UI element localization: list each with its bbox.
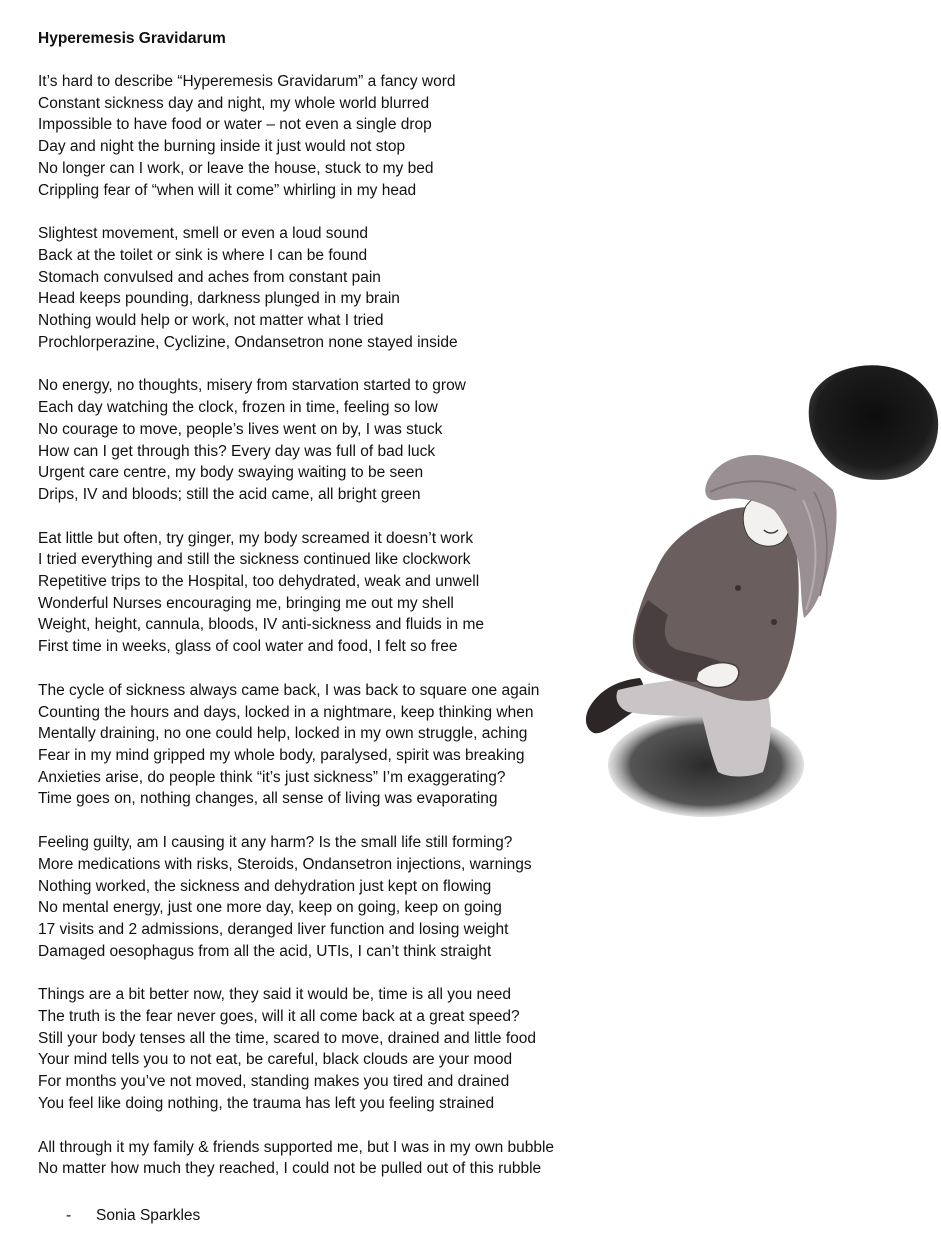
stanza-2 [38, 223, 598, 353]
poem-line: Urgent care centre, my body swaying waiting to be seen [38, 464, 424, 482]
poem-line: No energy, no thoughts, misery from starvation started to grow [38, 377, 466, 395]
poem-line: Stomach convulsed and aches from constant pain [38, 268, 381, 286]
kneeling-woman-dark-cloud-icon [578, 360, 940, 830]
poem-line: No courage to move, people’s lives went on by, I was stuck [38, 420, 443, 438]
poem-line: Drips, IV and bloods; still the acid came, all bright green [38, 485, 421, 503]
poem-line: Crippling fear of “when will it come” whirling in my head [38, 181, 417, 199]
poem-line: Impossible to have food or water – not even a single drop [38, 116, 432, 134]
poem-line: Constant sickness day and night, my whole world blurred [38, 94, 430, 112]
poem-line: 17 visits and 2 admissions, deranged liver function and losing weight [38, 920, 509, 938]
poem-line: It’s hard to describe “Hyperemesis Gravidarum” a fancy word [38, 73, 456, 90]
coat-button [735, 585, 741, 591]
poem-line: Eat little but often, try ginger, my body screamed it doesn’t work [38, 529, 474, 547]
poem-line: First time in weeks, glass of cool water and food, I felt so free [38, 638, 458, 656]
poem-line: Still your body tenses all the time, scared to move, drained and little food [38, 1029, 536, 1047]
poem-line: Nothing worked, the sickness and dehydration just kept on flowing [38, 877, 492, 895]
poem-line: Head keeps pounding, darkness plunged in my brain [38, 290, 400, 308]
poem-title: Hyperemesis Gravidarum [38, 30, 226, 47]
author-name: Sonia Sparkles [96, 1207, 201, 1224]
poem-line: Mentally draining, no one could help, locked in my own struggle, aching [38, 725, 528, 743]
poem-line: Wonderful Nurses encouraging me, bringing me out my shell [38, 594, 454, 612]
stanza-6 [38, 832, 598, 962]
poem-line: How can I get through this? Every day was full of bad luck [38, 442, 436, 460]
poem-line: No matter how much they reached, I could not be pulled out of this rubble [38, 1160, 542, 1178]
dark-cloud [809, 365, 938, 480]
poem-line: More medications with risks, Steroids, Ondansetron injections, warnings [38, 855, 532, 873]
poem-line: No longer can I work, or leave the house, stuck to my bed [38, 159, 434, 177]
poem-line: Day and night the burning inside it just would not stop [38, 138, 406, 156]
kneeling-woman-illustration [578, 360, 940, 830]
poem-line: The cycle of sickness always came back, I was back to square one again [38, 681, 540, 699]
poem-line: Feeling guilty, am I causing it any harm? Is the small life still forming? [38, 834, 513, 852]
poem-line: Fear in my mind gripped my whole body, paralysed, spirit was breaking [38, 746, 525, 764]
poem-line: For months you’ve not moved, standing makes you tired and drained [38, 1073, 510, 1091]
poem-line: The truth is the fear never goes, will it all come back at a great speed? [38, 1008, 520, 1026]
coat-button [771, 619, 777, 625]
author-signature [66, 1205, 200, 1226]
poem-line: Back at the toilet or sink is where I can be found [38, 246, 368, 264]
poem-line: Time goes on, nothing changes, all sense of living was evaporating [38, 790, 498, 808]
poem-line: Things are a bit better now, they said it would be, time is all you need [38, 986, 512, 1004]
poem-line: Slightest movement, smell or even a loud sound [38, 225, 368, 243]
poem-line: Damaged oesophagus from all the acid, UTIs, I can’t think straight [38, 942, 492, 960]
poem-line: Prochlorperazine, Cyclizine, Ondansetron none stayed inside [38, 333, 458, 351]
poem-line: You feel like doing nothing, the trauma has left you feeling strained [38, 1094, 495, 1112]
stanza-3 [38, 375, 598, 505]
poem-line: No mental energy, just one more day, keep on going, keep on going [38, 899, 502, 917]
poem-line: Repetitive trips to the Hospital, too dehydrated, weak and unwell [38, 573, 480, 591]
poem-line: Counting the hours and days, locked in a nightmare, keep thinking when [38, 703, 534, 721]
stanza-1 [38, 71, 598, 201]
poem-line: Anxieties arise, do people think “it’s just sickness” I’m exaggerating? [38, 768, 506, 786]
poem-line: Weight, height, cannula, bloods, IV anti-sickness and fluids in me [38, 616, 485, 634]
stanza-8 [38, 1137, 598, 1180]
signature-dash: - [66, 1207, 72, 1224]
stanza-7 [38, 984, 598, 1114]
poem-line: All through it my family & friends supported me, but I was in my own bubble [38, 1138, 555, 1156]
poem-line: I tried everything and still the sickness continued like clockwork [38, 551, 471, 569]
poem-line: Each day watching the clock, frozen in time, feeling so low [38, 399, 438, 417]
poem-line: Your mind tells you to not eat, be careful, black clouds are your mood [38, 1051, 513, 1069]
stanza-5 [38, 680, 598, 810]
poem-line: Nothing would help or work, not matter what I tried [38, 312, 384, 330]
stanza-4 [38, 528, 598, 658]
poem-document [38, 28, 598, 1202]
